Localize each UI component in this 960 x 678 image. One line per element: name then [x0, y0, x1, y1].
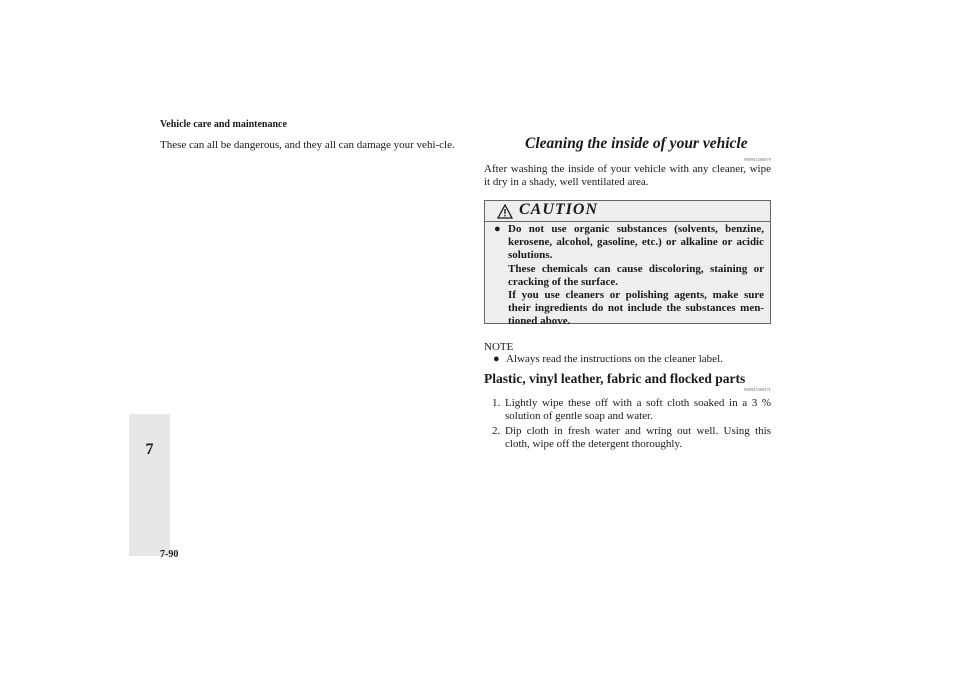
section-title: Cleaning the inside of your vehicle: [525, 135, 748, 152]
left-column-text: These can all be dangerous, and they all can damage your vehi-cle.: [160, 139, 455, 151]
caution-body: [494, 223, 764, 329]
subsection-code: N00945300171: [743, 387, 771, 392]
subsection-title: Plastic, vinyl leather, fabric and flocked parts: [484, 371, 746, 386]
caution-title: CAUTION: [519, 201, 599, 218]
step-number: 2.: [492, 425, 501, 437]
chapter-tab: [129, 414, 170, 556]
caution-line: If you use cleaners or polishing agents, make sure their ingredients do not include the substances men-tioned above.: [508, 289, 764, 328]
caution-bullet: ●: [494, 223, 501, 235]
section-code: N00945200079: [743, 157, 771, 162]
note-text: Always read the instructions on the cleaner label.: [506, 353, 723, 365]
step-number: 1.: [492, 397, 501, 409]
caution-divider: [485, 221, 770, 222]
step-list: [484, 397, 771, 453]
caution-line: Do not use organic substances (solvents, benzine, kerosene, alcohol, gasoline, etc.) or alkaline or acidic solutions.: [508, 223, 764, 262]
caution-box: [484, 200, 771, 328]
page-number: 7-90: [160, 549, 179, 560]
running-head: Vehicle care and maintenance: [160, 119, 287, 130]
warning-triangle-icon: [497, 204, 513, 219]
list-item: [484, 397, 771, 423]
caution-line: These chemicals can cause discoloring, staining or cracking of the surface.: [508, 262, 764, 288]
list-item: [484, 425, 771, 451]
section-intro: After washing the inside of your vehicle with any cleaner, wipe it dry in a shady, well ventilated area.: [484, 163, 771, 188]
step-text: Lightly wipe these off with a soft cloth soaked in a 3 % solution of gentle soap and water.: [505, 397, 771, 422]
chapter-number: 7: [145, 441, 154, 458]
step-text: Dip cloth in fresh water and wring out well. Using this cloth, wipe off the detergent thoroughly.: [505, 425, 771, 450]
note-bullet: ●: [493, 353, 500, 365]
note-label: NOTE: [484, 341, 514, 353]
